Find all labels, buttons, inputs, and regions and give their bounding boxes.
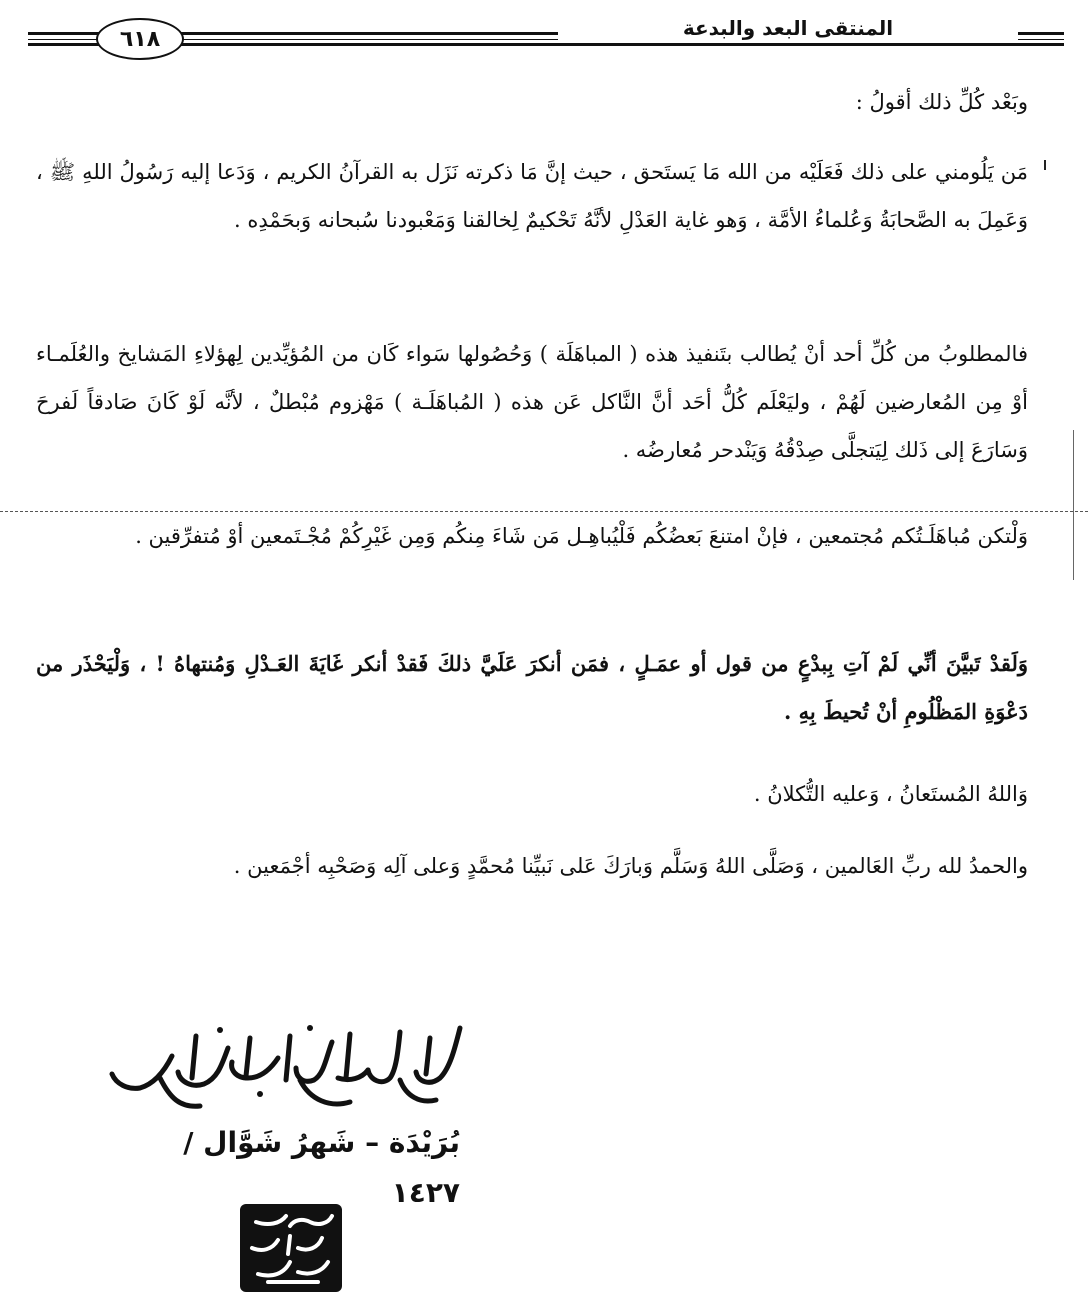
scan-edge-line: [1073, 430, 1074, 580]
stamp-drawing: [238, 1202, 344, 1294]
seal-stamp: [238, 1202, 344, 1294]
page-number: ٦١٨: [96, 18, 184, 60]
place-and-date: بُرَيْدَة – شَهرُ شَوَّال / ١٤٢٧: [183, 1126, 460, 1209]
paragraph-1: مَن يَلُومني على ذلك فَعَلَيْه من الله مَا يَستَحق ، حيث إنَّ مَا ذكرته نَزَل به القرآنُ الكريم ، وَدَعا إليه رَسُولُ اللهِ ﷺ ، وَعَمِلَ به الصَّحابَةُ وَعُلماءُ الأمَّة ، وَهو غاية العَدْلِ لأنَّهُ تَحْكيمٌ لِخالقنا وَمَعْبودنا سُبحانه وَبحَمْدِه .: [36, 160, 1028, 232]
paragraph-5: وَاللهُ المُستَعانُ ، وَعليه التُّكلانُ .: [753, 782, 1028, 806]
page-header: [28, 8, 1064, 64]
paragraph-4: وَلَقدْ تَبيَّنَ أنِّي لَمْ آتِ بِبدْعٍ من قول أو عمَـلٍ ، فمَن أنكرَ عَلَيَّ ذلكَ فَقدْ أنكر غَايَةَ العَـدْلِ وَمُنتهاهُ ! ، وَلْيَحْذَر من دَعْوَةِ المَظْلُومِ أنْ تُحيطَ بِهِ .: [36, 651, 1028, 724]
intro-line: وبَعْد كُلِّ ذلك أقولُ :: [855, 90, 1028, 114]
running-title: المنتقى البعد والبدعة: [558, 14, 1018, 42]
paragraph-2: فالمطلوبُ من كُلِّ أحد أنْ يُطالب بتَنفيذ هذه ( المباهَلَة ) وَحُصُولها سَواء كَان من المُؤيِّدين لِهؤلاءِ المَشايخ والعُلَمـاء أوْ مِن المُعارضين لَهُمْ ، وليَعْلَم كُلُّ أحَد أنَّ النَّاكل عَن هذه ( المُباهَلَـة ) مَهْزوم مُبْطلٌ ، لأنَّه لَوْ كَانَ صَادقاً لَفرحَ وَسَارَعَ إلى ذَلك لِيَتجلَّى صِدْقُهُ وَيَنْدحر مُعارضُه .: [36, 342, 1028, 462]
signature-drawing: [100, 1008, 480, 1118]
paragraph-6: والحمدُ لله ربِّ العَالمين ، وَصَلَّى اللهُ وَسَلَّم وَبارَكَ عَلى نَبيِّنا مُحمَّدٍ وَعلى آلِه وَصَحْبِه أجْمَعين .: [233, 854, 1028, 878]
handwritten-signature: [100, 1008, 480, 1118]
margin-mark: [1044, 160, 1046, 170]
paragraph-3: وَلْتكن مُباهَلَـتُكم مُجتمعين ، فإنْ امتنعَ بَعضُكُم فَلْيُباهِـل مَن شَاءَ مِنكُم وَمِن غَيْرِكُمْ مُجْـتَمعين أوْ مُتفرِّقين .: [135, 524, 1028, 548]
header-rule-bottom: [28, 43, 1064, 46]
